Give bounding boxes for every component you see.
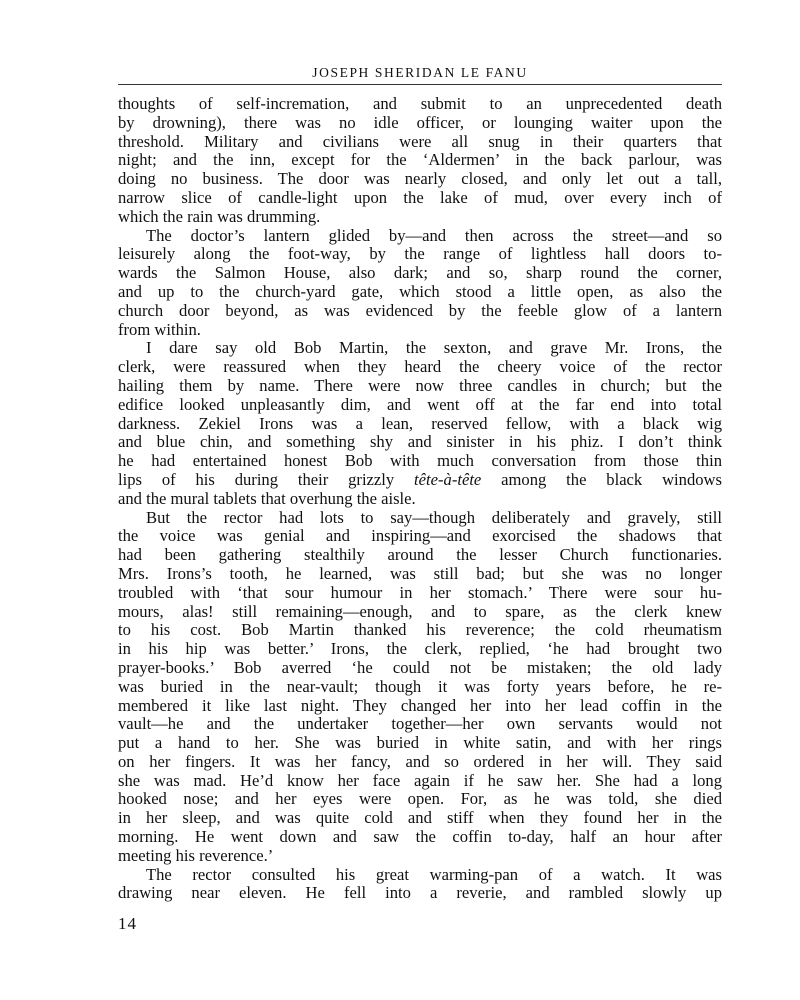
page-number: 14 <box>118 914 137 933</box>
text-line: I dare say old Bob Martin, the sexton, and grave Mr. Irons, the <box>146 339 722 358</box>
text-line: The doctor’s lantern glided by—and then across the street—and so <box>146 226 722 245</box>
text-line: threshold. Military and civilians were all snug in their quarters that <box>118 132 722 151</box>
text-line: lips of his during their grizzly tête-à-tête among the black windows <box>118 470 722 489</box>
text-line: night; and the inn, except for the ‘Aldermen’ in the back parlour, was <box>118 151 722 170</box>
text-line: hailing them by name. There were now three candles in church; but the <box>118 376 722 395</box>
book-page <box>118 0 722 1000</box>
text-line: morning. He went down and saw the coffin to-day, half an hour after <box>118 828 722 847</box>
text-line: vault—he and the undertaker together—her own servants would not <box>118 715 722 734</box>
text-line: which the rain was drumming. <box>118 207 321 226</box>
text-line: and blue chin, and something shy and sinister in his phiz. I don’t think <box>118 433 722 452</box>
text-line: The rector consulted his great warming-pan of a watch. It was <box>146 865 722 884</box>
text-line: the voice was genial and inspiring—and exorcised the shadows that <box>118 527 722 546</box>
text-line: darkness. Zekiel Irons was a lean, reserved fellow, with a black wig <box>118 414 722 433</box>
text-line: meeting his reverence.’ <box>118 846 274 865</box>
text-line: mours, alas! still remaining—enough, and to spare, as the clerk knew <box>118 602 722 621</box>
text-line: in her sleep, and was quite cold and stiff when they found her in the <box>118 809 722 828</box>
text-line: she was mad. He’d know her face again if he saw her. She had a long <box>118 771 722 790</box>
text-line: clerk, were reassured when they heard the cheery voice of the rector <box>118 358 722 377</box>
text-line: Mrs. Irons’s tooth, he learned, was still bad; but she was no longer <box>118 564 722 583</box>
text-line: to his cost. Bob Martin thanked his reverence; the cold rheumatism <box>118 621 722 640</box>
text-line: drawing near eleven. He fell into a reverie, and rambled slowly up <box>118 884 722 903</box>
text-line: had been gathering stealthily around the lesser Church functionaries. <box>118 546 722 565</box>
text-line: doing no business. The door was nearly closed, and only let out a tall, <box>118 170 722 189</box>
text-line: and up to the church-yard gate, which stood a little open, as also the <box>118 282 722 301</box>
text-line: was buried in the near-vault; though it was forty years before, he re- <box>118 677 722 696</box>
text-line: he had entertained honest Bob with much conversation from those thin <box>118 452 722 471</box>
text-line: edifice looked unpleasantly dim, and went off at the far end into total <box>118 395 722 414</box>
italic-phrase: tête-à-tête <box>414 470 482 489</box>
text-line: leisurely along the foot-way, by the range of lightless hall doors to- <box>118 245 722 264</box>
text-line: church door beyond, as was evidenced by the feeble glow of a lantern <box>118 301 722 320</box>
text-line: on her fingers. It was her fancy, and so ordered in her will. They said <box>118 752 722 771</box>
header-rule <box>118 84 722 85</box>
running-head: JOSEPH SHERIDAN LE FANU <box>312 65 528 80</box>
text-line: and the mural tablets that overhung the aisle. <box>118 489 416 508</box>
text-line: thoughts of self-incremation, and submit to an unprecedented death <box>118 95 722 113</box>
text-line: membered it like last night. They changed her into her lead coffin in the <box>118 696 722 715</box>
text-line: in his hip was better.’ Irons, the clerk, replied, ‘he had brought two <box>118 640 722 659</box>
body-text <box>118 95 722 903</box>
text-line: narrow slice of candle-light upon the lake of mud, over every inch of <box>118 188 722 207</box>
text-line: hooked nose; and her eyes were open. For, as he was told, she died <box>118 790 722 809</box>
text-line: prayer-books.’ Bob averred ‘he could not be mistaken; the old lady <box>118 658 722 677</box>
text-line: by drowning), there was no idle officer, or lounging waiter upon the <box>118 113 722 132</box>
text-line: put a hand to her. She was buried in white satin, and with her rings <box>118 734 722 753</box>
text-line: wards the Salmon House, also dark; and so, sharp round the corner, <box>118 264 722 283</box>
text-line: from within. <box>118 320 201 339</box>
text-line: But the rector had lots to say—though deliberately and gravely, still <box>146 508 722 527</box>
text-line: troubled with ‘that sour humour in her stomach.’ There were sour hu- <box>118 583 722 602</box>
